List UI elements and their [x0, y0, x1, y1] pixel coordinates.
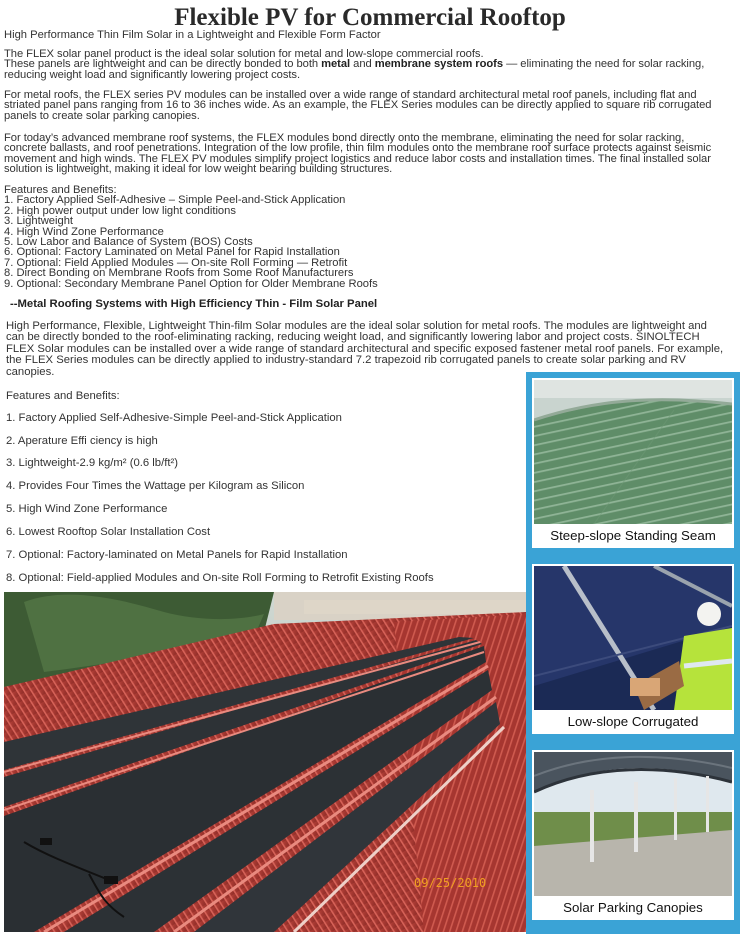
list-item: 3. Lightweight-2.9 kg/m² (0.6 lb/ft²): [6, 457, 179, 469]
list-item: 1. Factory Applied Self-Adhesive – Simple Peel-and-Stick Application: [4, 194, 346, 207]
list-item: 4. High Wind Zone Performance: [4, 225, 164, 238]
section2-paragraph: High Performance, Flexible, Lightweight Thin-film Solar modules are the ideal solar solution for metal roofs. The modules are lightweight and can be directly bonded to the roof-eliminating racking, reducing weight load, and significantly lowering labor and project costs. SINOLTECH FLEX Solar modules can be installed over a wide range of standard architectural and specific exposed fastener metal roof panels. For example, the FLEX Series modules can be directly applied to industry-standard 7.2 trapezoid rib corrugated panels to create solar parking and RV canopies.: [6, 320, 724, 378]
photo-date-stamp: 09/25/2010: [414, 876, 487, 890]
list-item: 8. Direct Bonding on Membrane Roofs from Some Roof Manufacturers: [4, 267, 354, 280]
caption-corrugated: Low-slope Corrugated: [567, 714, 699, 729]
list-item: 4. Provides Four Times the Wattage per Kilogram as Silicon: [6, 480, 305, 492]
thumb-parking-canopy: [532, 750, 734, 920]
thumb-corrugated: [532, 564, 734, 734]
features-list-1: [4, 185, 378, 289]
thumb-standing-seam: [532, 378, 734, 548]
roof-type-panel: [526, 372, 740, 934]
intro-bold-membrane: membrane system roofs: [374, 58, 504, 71]
list-item: 7. Optional: Field Applied Modules — On-site Roll Forming — Retrofit: [4, 256, 348, 269]
list-item: 2. High power output under low light conditions: [4, 204, 236, 217]
page-subtitle: High Performance Thin Film Solar in a Lightweight and Flexible Form Factor: [4, 29, 381, 41]
section2-heading: --Metal Roofing Systems with High Efficiency Thin - Film Solar Panel: [10, 298, 378, 310]
intro-paragraph: [4, 49, 726, 80]
intro-text-1: The FLEX solar panel product is the ideal solar solution for metal and low-slope commercial roofs.: [4, 48, 484, 60]
caption-standing-seam: Steep-slope Standing Seam: [550, 528, 716, 543]
parking-canopy-photo: [534, 752, 732, 896]
list-item: 7. Optional: Factory-laminated on Metal Panels for Rapid Installation: [6, 549, 348, 561]
intro-text-2: These panels are lightweight and can be directly bonded to both: [4, 58, 322, 71]
list-item: 2. Aperature Effi ciency is high: [6, 435, 158, 447]
red-roof-solar-photo: [4, 592, 526, 932]
corrugated-photo: [534, 566, 732, 710]
list-item: 6. Optional: Factory Laminated on Metal Panel for Rapid Installation: [4, 246, 340, 259]
list-item: 5. Low Labor and Balance of System (BOS) Costs: [4, 236, 253, 249]
list-item: 6. Lowest Rooftop Solar Installation Cost: [6, 526, 211, 538]
list-item: 3. Lightweight: [4, 215, 74, 228]
standing-seam-photo: [534, 380, 732, 524]
list-item: 1. Factory Applied Self-Adhesive-Simple Peel-and-Stick Application: [6, 412, 342, 424]
intro-text-4: — eliminating the need for solar racking, reducing weight load and significantly lowering project costs.: [4, 58, 705, 81]
intro-text-3: and: [350, 58, 375, 71]
list-item: 5. High Wind Zone Performance: [6, 503, 168, 515]
features-heading-2: Features and Benefits:: [6, 390, 120, 402]
intro-bold-metal: metal: [321, 58, 351, 71]
list-item: 8. Optional: Field-applied Modules and On-site Roll Forming to Retrofit Existing Roofs: [6, 572, 434, 584]
features-heading-1: Features and Benefits:: [4, 184, 117, 196]
membrane-roofs-paragraph: For today’s advanced membrane roof systems, the FLEX modules bond directly onto the membrane, eliminating the need for solar racking, concrete ballasts, and roof penetrations. Integration of the low profile, thin film modules onto the membrane roof surface protects against seismic movement and high winds. The FLEX PV modules simplify project logistics and reduce labor costs and installation times. The final installed solar solution is lightweight, making it ideal for low weight bearing building structures.: [4, 132, 712, 176]
metal-roofs-paragraph: For metal roofs, the FLEX series PV modules can be installed over a wide range of standard architectural metal roof panels, including flat and striated panel pans ranging from 16 to 36 inches wide. As an example, the FLEX Series modules can be directly applied to square rib corrugated panels to create solar parking canopies.: [4, 89, 712, 122]
page-title: Flexible PV for Commercial Rooftop: [174, 4, 566, 31]
caption-parking-canopy: Solar Parking Canopies: [563, 900, 703, 915]
list-item: 9. Optional: Secondary Membrane Panel Option for Older Membrane Roofs: [4, 277, 378, 290]
